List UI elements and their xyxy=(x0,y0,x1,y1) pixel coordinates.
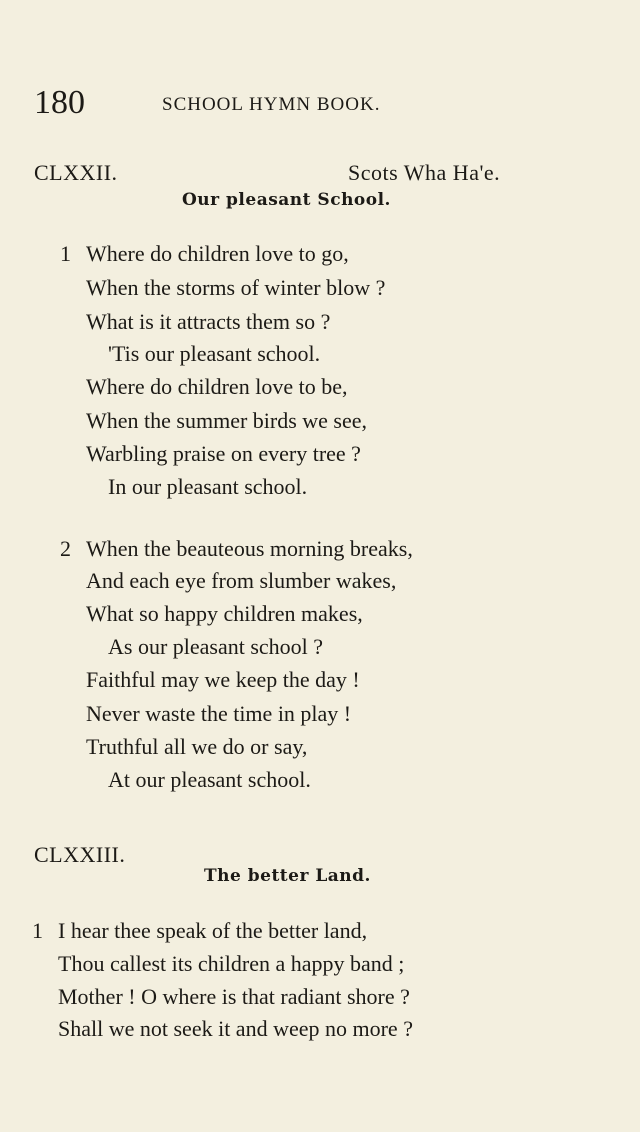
verse-number: 2 xyxy=(60,536,71,561)
verse-line: Warbling praise on every tree ? xyxy=(86,441,361,466)
hymn-title: The better Land. xyxy=(204,866,371,886)
verse-line: Never waste the time in play ! xyxy=(86,701,352,726)
verse-line: When the beauteous morning breaks, xyxy=(86,536,413,561)
verse-line: What is it attracts them so ? xyxy=(86,309,331,334)
running-title: SCHOOL HYMN BOOK. xyxy=(162,94,381,115)
hymn-number: CLXXII. xyxy=(34,160,118,185)
verse-line: Faithful may we keep the day ! xyxy=(86,667,360,692)
verse-line: Where do children love to go, xyxy=(86,241,349,266)
verse-line: Shall we not seek it and weep no more ? xyxy=(58,1016,413,1041)
page-number: 180 xyxy=(34,84,85,121)
verse-number: 1 xyxy=(32,918,43,943)
verse-line: Truthful all we do or say, xyxy=(86,734,308,759)
hymn-title: Our pleasant School. xyxy=(182,190,391,210)
verse-line: And each eye from slumber wakes, xyxy=(86,568,397,593)
verse-line: What so happy children makes, xyxy=(86,601,363,626)
verse-line: At our pleasant school. xyxy=(108,767,311,792)
hymn-number: CLXXIII. xyxy=(34,842,126,867)
verse-line: When the summer birds we see, xyxy=(86,408,368,433)
verse-number: 1 xyxy=(60,241,71,266)
verse-line: In our pleasant school. xyxy=(108,474,308,499)
verse-line: As our pleasant school ? xyxy=(108,634,324,659)
verse-line: Mother ! O where is that radiant shore ? xyxy=(58,984,410,1009)
tune-name: Scots Wha Ha'e. xyxy=(348,160,501,185)
verse-line: Thou callest its children a happy band ; xyxy=(58,951,405,976)
verse-line: When the storms of winter blow ? xyxy=(86,275,386,300)
page-header xyxy=(34,84,594,124)
verse-line: 'Tis our pleasant school. xyxy=(108,341,321,366)
verse-line: I hear thee speak of the better land, xyxy=(58,918,368,943)
verse-line: Where do children love to be, xyxy=(86,374,348,399)
